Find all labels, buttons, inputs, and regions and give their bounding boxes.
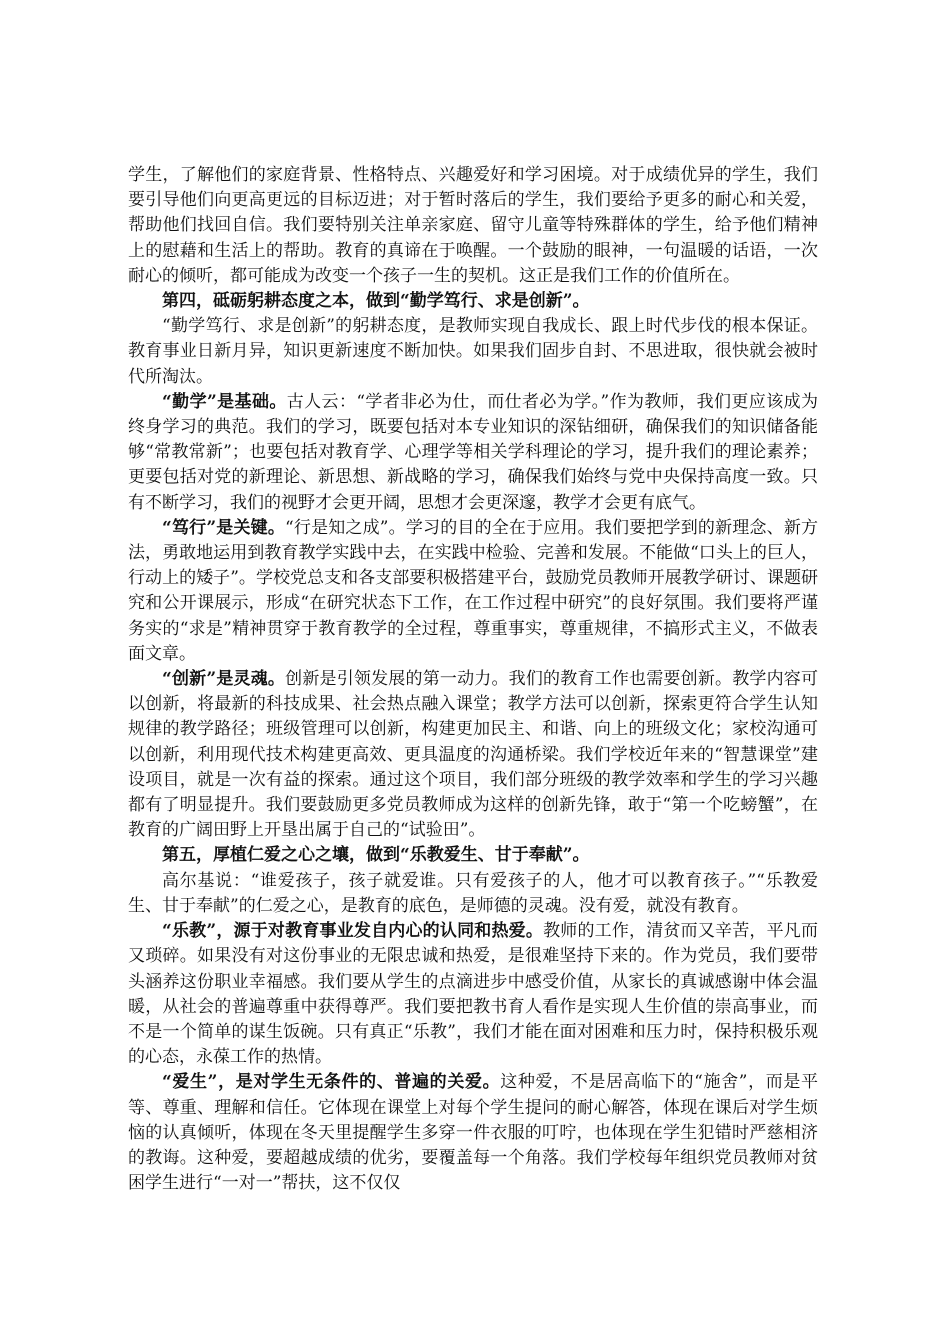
paragraph [128, 667, 818, 843]
document-page [128, 163, 818, 1196]
paragraph-body: 这种爱，不是居高临下的“施舍”，而是平等、尊重、理解和信任。它体现在课堂上对每个学生提问的耐心解答，体现在课后对学生烦恼的认真倾听，体现在冬天里提醒学生多穿一件衣服的叮咛，也体现在学生犯错时严慈相济的教诲。这种爱，要超越成绩的优劣，要覆盖每一个角落。我们学校每年组织党员教师对贫困学生进行“一对一”帮扶，这不仅仅 [128, 1072, 818, 1194]
section-heading-5: 第五，厚植仁爱之心之壤，做到“乐教爱生、甘于奉献”。 [162, 845, 590, 866]
paragraph-body: 教师的工作，清贫而又辛苦，平凡而又琐碎。如果没有对这份事业的无限忠诚和热爱，是很难坚持下来的。作为党员，我们要带头涵养这份职业幸福感。我们要从学生的点滴进步中感受价值，从家长的真诚感谢中体会温暖，从社会的普遍尊重中获得尊严。我们要把教书育人看作是实现人生价值的崇高事业，而不是一个简单的谋生饭碗。只有真正“乐教”，我们才能在面对困难和压力时，保持积极乐观的心态，永葆工作的热情。 [128, 921, 818, 1068]
paragraph-lead: “乐教”，源于对教育事业发自内心的认同和热爱。 [162, 921, 544, 942]
paragraph-body: “行是知之成”。学习的目的全在于应用。我们要把学到的新理念、新方法，勇敢地运用到教育教学实践中去，在实践中检验、完善和发展。不能做“口头上的巨人，行动上的矮子”。学校党总支和各支部要积极搭建平台，鼓励党员教师开展教学研讨、课题研究和公开课展示，形成“在研究状态下工作，在工作过程中研究”的良好氛围。我们要将严谨务实的“求是”精神贯穿于教育教学的全过程，尊重事实，尊重规律，不搞形式主义，不做表面文章。 [128, 517, 818, 664]
paragraph: 高尔基说：“谁爱孩子，孩子就爱谁。只有爱孩子的人，他才可以教育孩子。”“乐教爱生、甘于奉献”的仁爱之心，是教育的底色，是师德的灵魂。没有爱，就没有教育。 [128, 870, 818, 916]
paragraph-lead: “笃行”是关键。 [162, 517, 286, 538]
section-heading-4: 第四，砥砺躬耕态度之本，做到“勤学笃行、求是创新”。 [162, 291, 590, 312]
paragraph [128, 1070, 818, 1196]
paragraph-lead: “勤学”是基础。 [162, 391, 287, 412]
paragraph-lead: “爱生”，是对学生无条件的、普遍的关爱。 [162, 1072, 501, 1093]
paragraph [128, 919, 818, 1070]
paragraph-body: 创新是引领发展的第一动力。我们的教育工作也需要创新。教学内容可以创新，将最新的科技成果、社会热点融入课堂；教学方法可以创新，探索更符合学生认知规律的教学路径；班级管理可以创新，构建更加民主、和谐、向上的班级文化；家校沟通可以创新，利用现代技术构建更高效、更具温度的沟通桥梁。我们学校近年来的“智慧课堂”建设项目，就是一次有益的探索。通过这个项目，我们部分班级的教学效率和学生的学习兴趣都有了明显提升。我们要鼓励更多党员教师成为这样的创新先锋，敢于“第一个吃螃蟹”，在教育的广阔田野上开垦出属于自己的“试验田”。 [128, 669, 818, 841]
paragraph [128, 390, 818, 516]
paragraph-body: 古人云：“学者非必为仕，而仕者必为学。”作为教师，我们更应该成为终身学习的典范。我们的学习，既要包括对本专业知识的深钻细研，确保我们的知识储备能够“常教常新”；也要包括对教育学、心理学等相关学科理论的学习，提升我们的理论素养；更要包括对党的新理论、新思想、新战略的学习，确保我们始终与党中央保持高度一致。只有不断学习，我们的视野才会更开阔，思想才会更深邃，教学才会更有底气。 [128, 391, 818, 513]
paragraph-lead: “创新”是灵魂。 [162, 669, 286, 690]
paragraph-continued: 学生，了解他们的家庭背景、性格特点、兴趣爱好和学习困境。对于成绩优异的学生，我们要引导他们向更高更远的目标迈进；对于暂时落后的学生，我们要给予更多的耐心和关爱，帮助他们找回自信。我们要特别关注单亲家庭、留守儿童等特殊群体的学生，给予他们精神上的慰藉和生活上的帮助。教育的真谛在于唤醒。一个鼓励的眼神，一句温暖的话语，一次耐心的倾听，都可能成为改变一个孩子一生的契机。这正是我们工作的价值所在。 [128, 165, 818, 286]
paragraph: “勤学笃行、求是创新”的躬耕态度，是教师实现自我成长、跟上时代步伐的根本保证。教育事业日新月异，知识更新速度不断加快。如果我们固步自封、不思进取，很快就会被时代所淘汰。 [128, 316, 818, 387]
paragraph [128, 516, 818, 667]
